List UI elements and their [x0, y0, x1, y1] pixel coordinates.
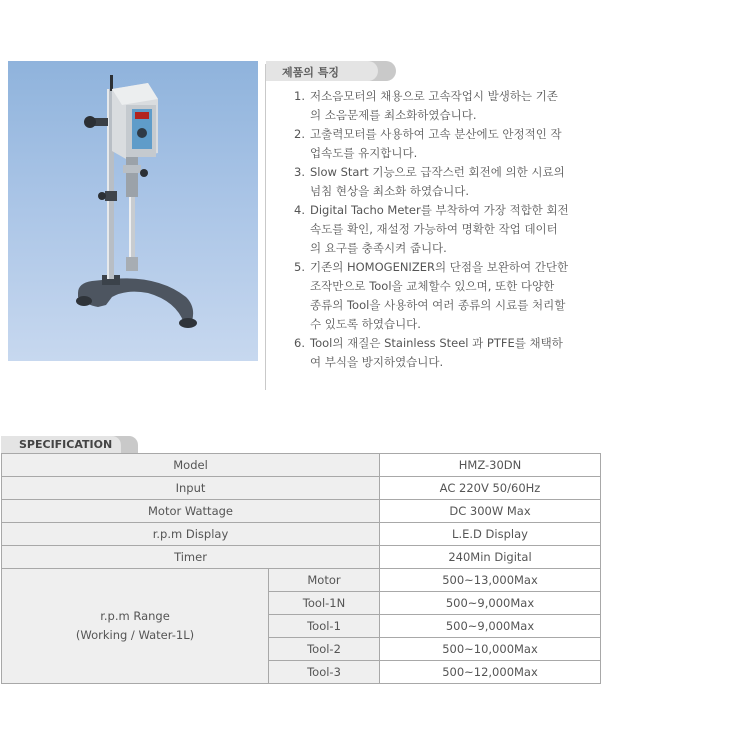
- feature-line: 업속도를 유지합니다.: [310, 146, 418, 160]
- feature-item: [280, 258, 600, 334]
- rpm-range-label: [2, 569, 269, 684]
- table-row: [2, 500, 601, 523]
- spec-value: DC 300W Max: [380, 500, 601, 523]
- rpm-sub-value: 500~13,000Max: [380, 569, 601, 592]
- rpm-sub-value: 500~9,000Max: [380, 615, 601, 638]
- feature-number: 3.: [294, 165, 305, 179]
- feature-item: [280, 125, 600, 163]
- feature-line: 기존의 HOMOGENIZER의 단점을 보완하여 간단한: [310, 260, 569, 274]
- specification-tab: [1, 436, 138, 453]
- feature-number: 5.: [294, 260, 305, 274]
- rpm-sub-label: Tool-1: [269, 615, 380, 638]
- feature-item: [280, 163, 600, 201]
- table-row: [2, 523, 601, 546]
- spec-label: Model: [2, 454, 380, 477]
- rpm-sub-value: 500~12,000Max: [380, 661, 601, 684]
- features-list: [280, 87, 600, 372]
- feature-item: [280, 334, 600, 372]
- rpm-sub-value: 500~9,000Max: [380, 592, 601, 615]
- spec-label: Input: [2, 477, 380, 500]
- feature-line: 고출력모터를 사용하여 고속 분산에도 안정적인 작: [310, 127, 562, 141]
- feature-line: 여 부식을 방지하였습니다.: [310, 355, 444, 369]
- feature-item: [280, 87, 600, 125]
- spec-value: L.E.D Display: [380, 523, 601, 546]
- spec-value: HMZ-30DN: [380, 454, 601, 477]
- feature-line: Slow Start 기능으로 급작스런 회전에 의한 시료의: [310, 165, 565, 179]
- feature-line: Tool의 재질은 Stainless Steel 과 PTFE를 채택하: [310, 336, 563, 350]
- feature-text: [310, 201, 600, 258]
- product-photo: [8, 61, 258, 361]
- table-row: [2, 477, 601, 500]
- spec-label: Timer: [2, 546, 380, 569]
- feature-line: 조작만으로 Tool을 교체할수 있으며, 또한 다양한: [310, 279, 555, 293]
- feature-text: [310, 163, 600, 201]
- vertical-divider: [265, 64, 266, 390]
- feature-text: [310, 125, 600, 163]
- spec-value: 240Min Digital: [380, 546, 601, 569]
- specification-title: SPECIFICATION: [19, 438, 113, 451]
- feature-line: 의 소음문제를 최소화하였습니다.: [310, 108, 477, 122]
- feature-text: [310, 334, 600, 372]
- feature-line: 종류의 Tool을 사용하여 여러 종류의 시료를 처리할: [310, 298, 566, 312]
- rpm-range-condition: (Working / Water-1L): [75, 628, 195, 642]
- feature-number: 4.: [294, 203, 305, 217]
- table-row: [2, 569, 601, 592]
- specification-table: [1, 453, 601, 684]
- rpm-sub-label: Tool-2: [269, 638, 380, 661]
- table-row: [2, 454, 601, 477]
- spec-label: r.p.m Display: [2, 523, 380, 546]
- feature-line: 속도를 확인, 재설정 가능하여 명확한 작업 데이터: [310, 222, 558, 236]
- feature-line: 저소음모터의 채용으로 고속작업시 발생하는 기존: [310, 89, 558, 103]
- rpm-sub-label: Tool-3: [269, 661, 380, 684]
- feature-item: [280, 201, 600, 258]
- feature-number: 6.: [294, 336, 305, 350]
- feature-number: 1.: [294, 89, 305, 103]
- features-title: 제품의 특징: [282, 66, 339, 79]
- feature-line: Digital Tacho Meter를 부착하여 가장 적합한 회전: [310, 203, 569, 217]
- feature-line: 넘침 현상을 최소화 하였습니다.: [310, 184, 470, 198]
- feature-text: [310, 87, 600, 125]
- feature-text: [310, 258, 600, 334]
- rpm-sub-value: 500~10,000Max: [380, 638, 601, 661]
- rpm-sub-label: Motor: [269, 569, 380, 592]
- table-row: [2, 546, 601, 569]
- spec-label: Motor Wattage: [2, 500, 380, 523]
- homogenizer-illustration: [8, 61, 258, 361]
- feature-line: 의 요구를 충족시켜 줍니다.: [310, 241, 447, 255]
- features-tab: [266, 61, 396, 81]
- feature-number: 2.: [294, 127, 305, 141]
- feature-line: 수 있도록 하였습니다.: [310, 317, 421, 331]
- rpm-range-title: r.p.m Range: [100, 609, 170, 623]
- spec-value: AC 220V 50/60Hz: [380, 477, 601, 500]
- rpm-sub-label: Tool-1N: [269, 592, 380, 615]
